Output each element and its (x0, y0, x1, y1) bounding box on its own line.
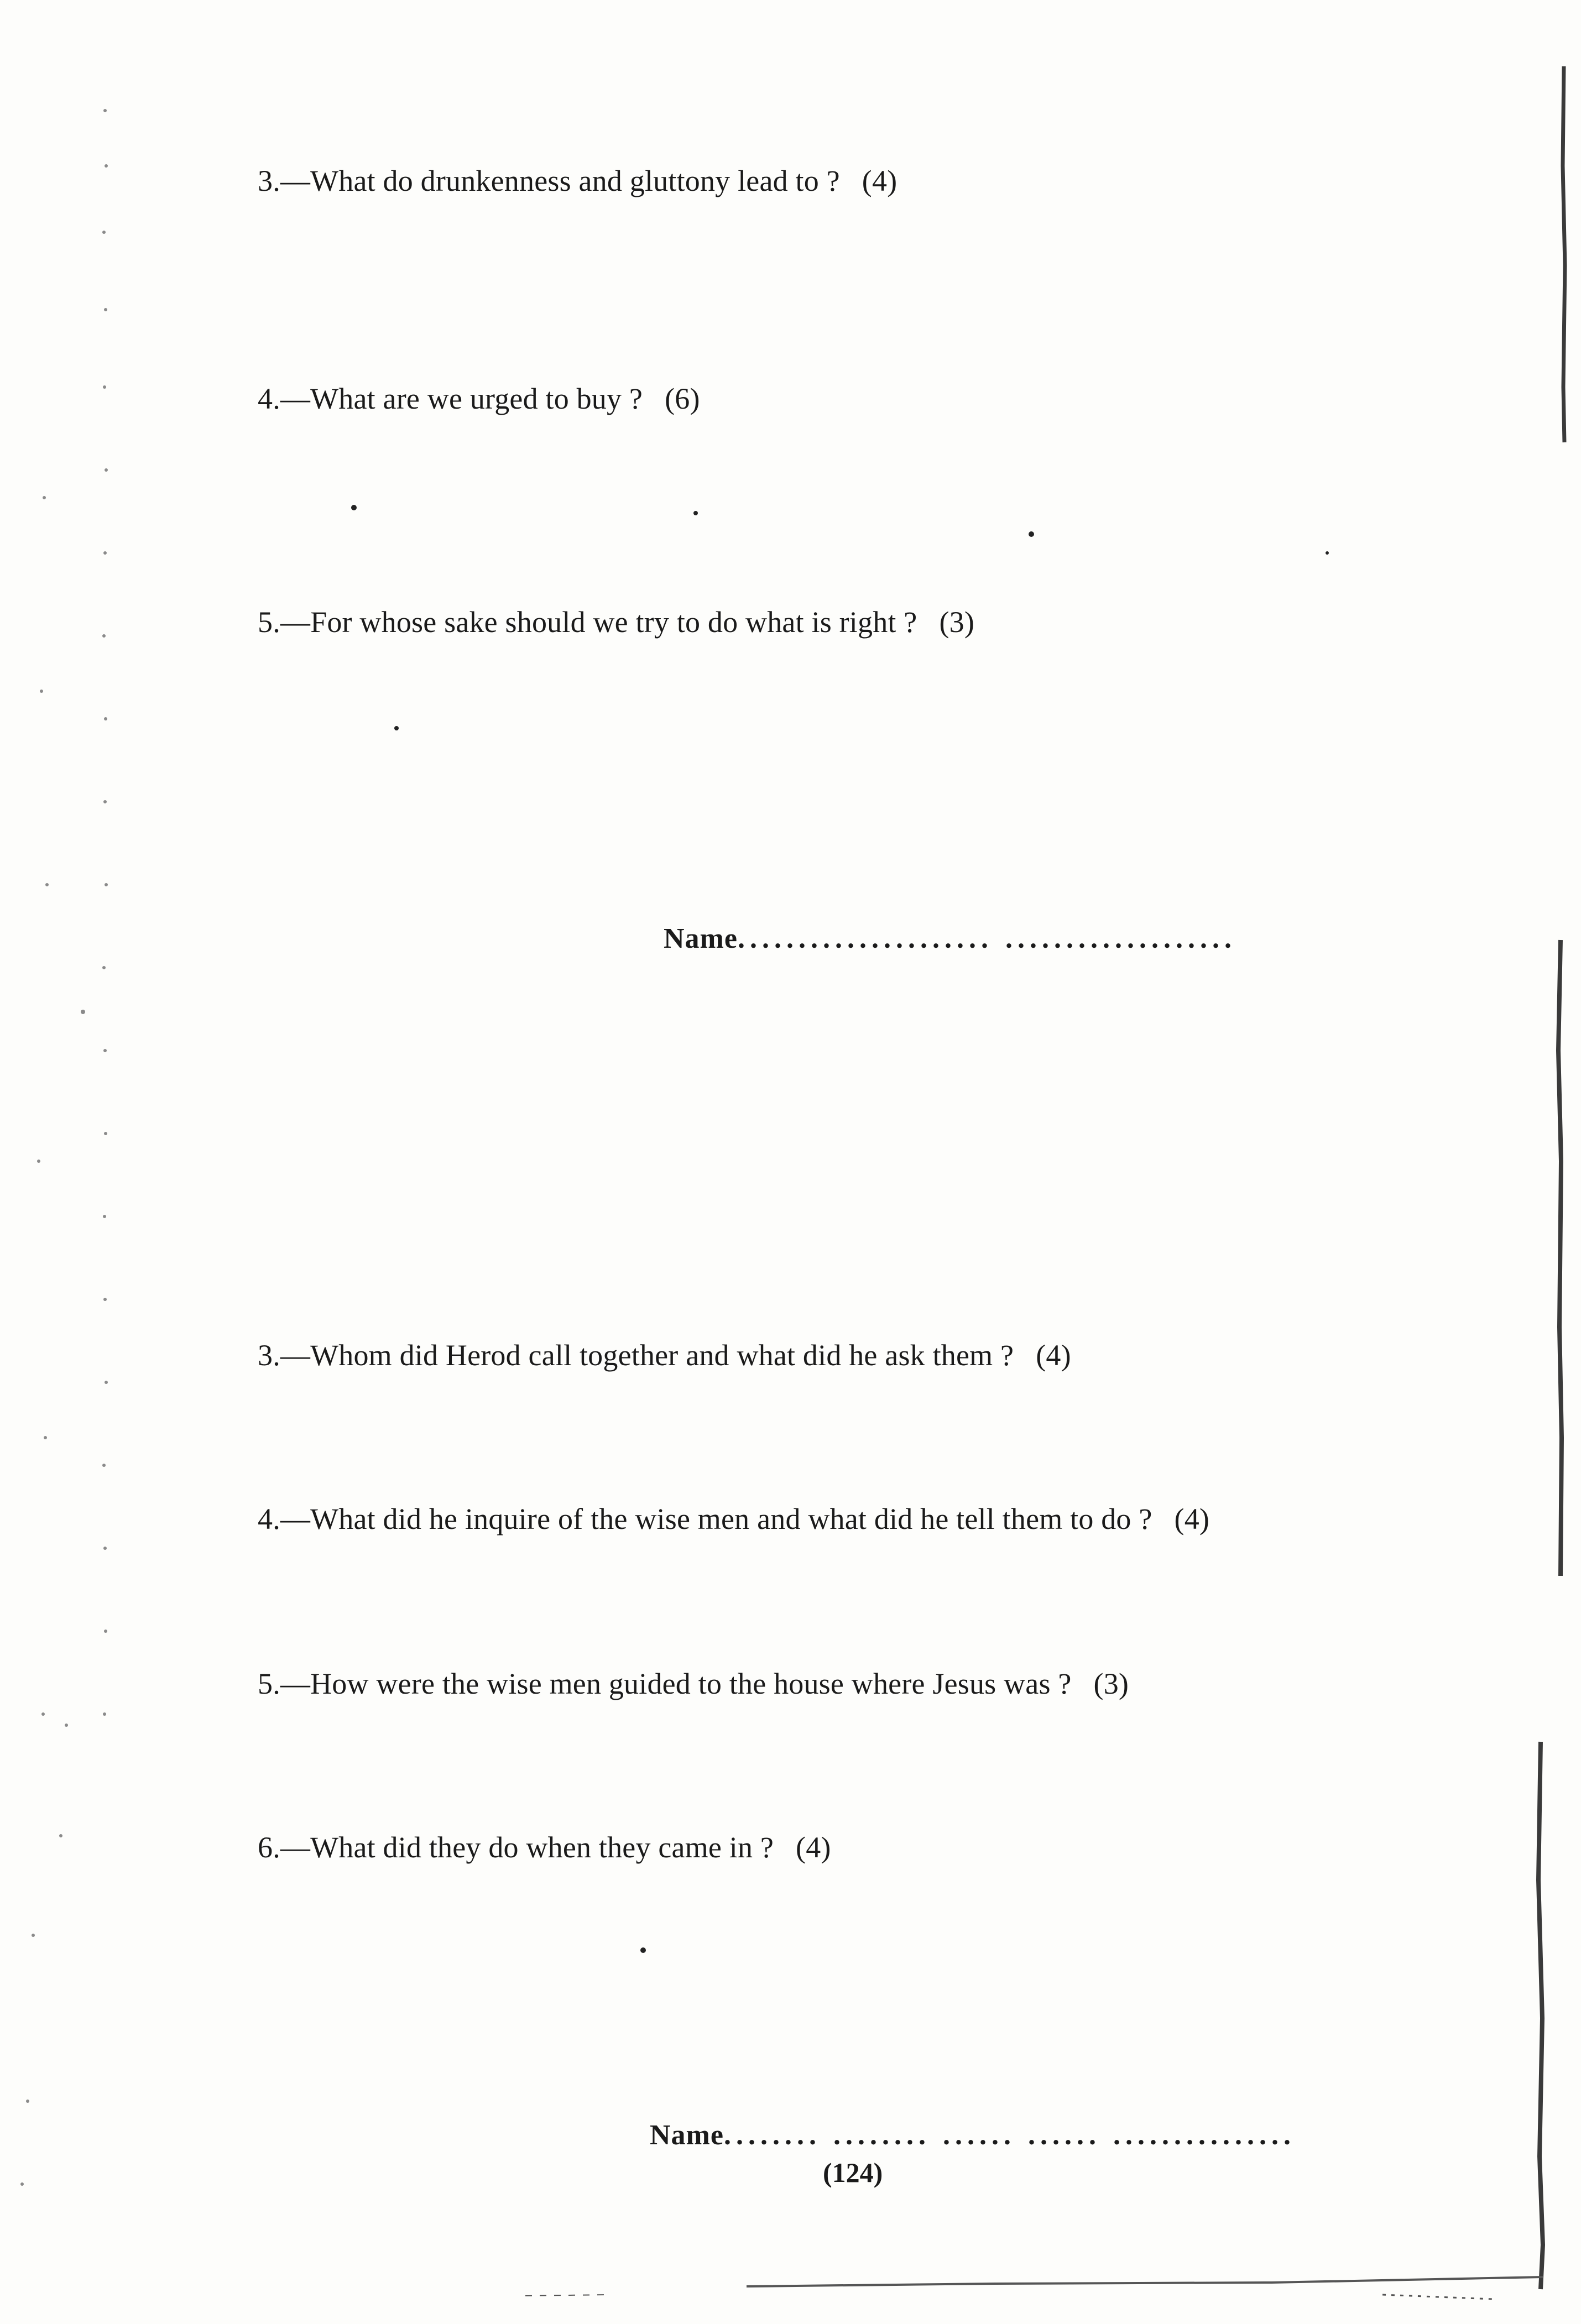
question-number: 6. (258, 1831, 280, 1864)
question-marks: (4) (1174, 1502, 1210, 1536)
question-marks: (6) (665, 382, 700, 415)
question-number: 5. (258, 605, 280, 639)
question-number: 4. (258, 1502, 280, 1536)
torn-right-edge (1538, 66, 1565, 2289)
question-marks: (4) (796, 1831, 831, 1864)
question-number: 3. (258, 164, 280, 197)
question-b-5 (258, 1669, 1129, 1699)
page-number: (124) (823, 2157, 883, 2188)
question-a-3 (258, 166, 897, 196)
question-number: 5. (258, 1667, 280, 1700)
question-text: —Whom did Herod call together and what did he ask them ? (280, 1339, 1014, 1372)
question-text: —How were the wise men guided to the house where Jesus was ? (280, 1667, 1072, 1700)
question-text: —What did they do when they came in ? (280, 1831, 774, 1864)
name-field-a (664, 925, 1236, 953)
question-text: —What did he inquire of the wise men and what did he tell them to do ? (280, 1502, 1152, 1536)
question-b-6 (258, 1832, 831, 1862)
question-text: —What are we urged to buy ? (280, 382, 643, 415)
name-dotted-line: ..................... ................... (737, 923, 1236, 954)
question-marks: (4) (1036, 1339, 1071, 1372)
name-field-b (650, 2121, 1296, 2150)
question-text: —What do drunkenness and gluttony lead to ? (280, 164, 840, 197)
bottom-edge (525, 2277, 1543, 2299)
question-number: 3. (258, 1339, 280, 1372)
name-label: Name (650, 2119, 724, 2151)
question-b-4 (258, 1504, 1209, 1534)
question-marks: (4) (862, 164, 898, 197)
stray-specks (351, 505, 1329, 1953)
name-label: Name (664, 923, 738, 954)
name-dotted-line: ........ ........ ...... ...... ............... (723, 2119, 1296, 2151)
question-marks: (3) (1093, 1667, 1129, 1700)
question-text: —For whose sake should we try to do what is right ? (280, 605, 917, 639)
question-marks: (3) (939, 605, 975, 639)
question-b-3 (258, 1340, 1071, 1370)
perforation-marks (20, 109, 108, 2186)
question-a-5 (258, 607, 974, 637)
question-a-4 (258, 384, 700, 414)
question-number: 4. (258, 382, 280, 415)
